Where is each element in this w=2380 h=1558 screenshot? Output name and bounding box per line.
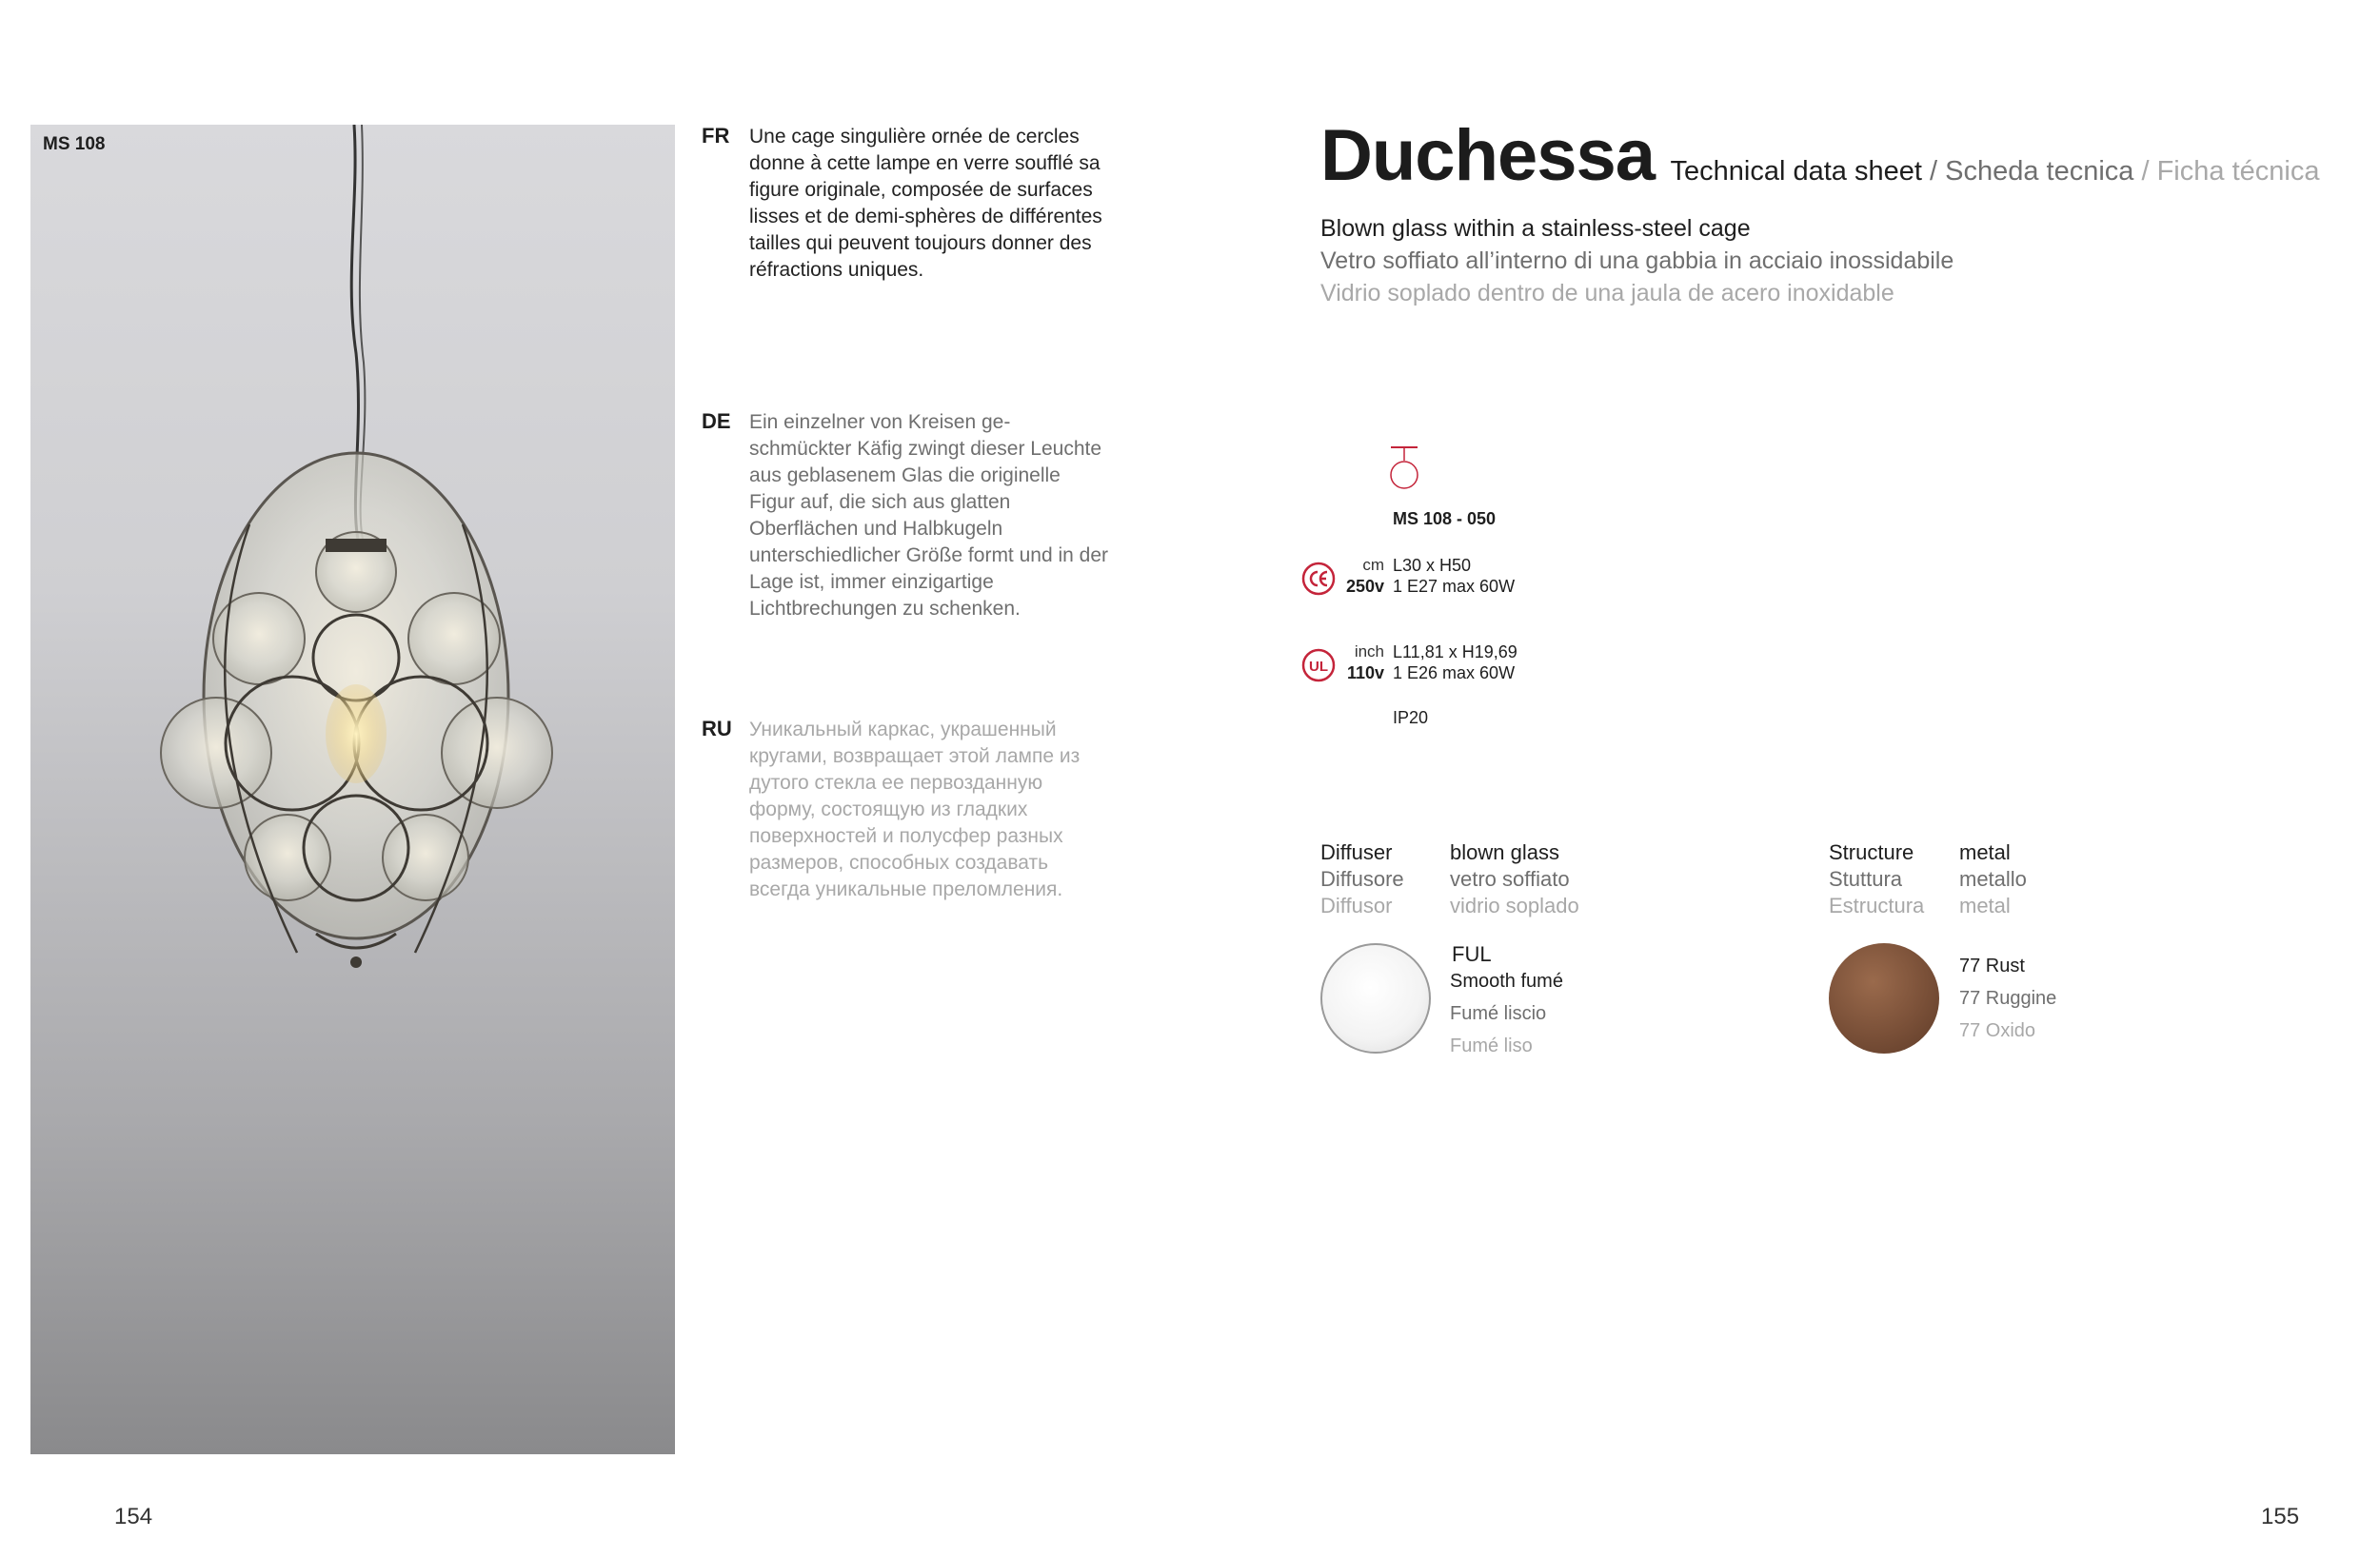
diffuser-finish-en: Smooth fumé: [1450, 971, 1563, 992]
diffuser-finish-it: Fumé liscio: [1450, 1003, 1547, 1024]
diffuser-label-es: Diffusor: [1320, 894, 1393, 917]
ce-lamp: 1 E27 max 60W: [1393, 577, 1516, 596]
description-en: Blown glass within a stainless-steel cage: [1320, 215, 1751, 242]
diffuser-value-en: blown glass: [1450, 840, 1559, 864]
description-de: [702, 409, 1109, 638]
structure-finish-es: 77 Oxido: [1959, 1020, 2036, 1041]
lang-code-fr: FR: [702, 124, 730, 148]
description-fr: [702, 124, 1101, 314]
structure-finish-en: 77 Rust: [1959, 956, 2025, 976]
ip-rating: IP20: [1393, 708, 1429, 727]
sheet-sep-2: /: [2133, 156, 2157, 187]
sheet-title-it: Scheda tecnica: [1945, 156, 2134, 187]
ce-dimensions: L30 x H50: [1393, 556, 1472, 575]
ul-unit: inch: [1354, 642, 1384, 661]
diffuser-value-it: vetro soffiato: [1450, 867, 1570, 891]
model-code: MS 108 - 050: [1393, 509, 1497, 528]
structure-finish-it: 77 Ruggine: [1959, 988, 2057, 1009]
structure-value-en: metal: [1959, 840, 2011, 864]
structure-value-es: metal: [1959, 894, 2011, 917]
lang-code-de: DE: [702, 409, 731, 433]
ce-unit: cm: [1362, 556, 1384, 574]
ul-dimensions: L11,81 x H19,69: [1393, 642, 1517, 661]
lang-text-de: Ein einzelner von Kreisen ge-schmückter Käfig zwingt dieser Leuchte aus geblasenem Glas die originelle Figur auf, die sich aus glatten Oberflächen und Halbkugeln unterschiedlicher Größe formt und in der Lage ist, immer einzigartige Lichtbrechungen zu schenken.: [749, 411, 1109, 620]
lang-text-fr: Une cage singulière ornée de cercles donne à cette lampe en verre soufflé sa figure originale, composée de surfaces lisses et de demi-sphères de différentes tailles qui peuvent toujours donner des réfractions uniques.: [749, 126, 1102, 281]
page-number-right: 155: [2261, 1504, 2300, 1529]
product-photo: [30, 125, 675, 1454]
diffuser-finish-es: Fumé liso: [1450, 1035, 1533, 1056]
diffuser-value-es: vidrio soplado: [1450, 894, 1579, 917]
diffuser-finish-code: FUL: [1452, 942, 1492, 966]
page-title: [1320, 114, 2319, 197]
diffuser-label-en: Diffuser: [1320, 840, 1393, 864]
description-es: Vidrio soplado dentro de una jaula de acero inoxidable: [1320, 280, 1894, 306]
pendant-lamp-illustration: [30, 125, 675, 1454]
svg-text:UL: UL: [1309, 659, 1328, 675]
sheet-sep-1: /: [1921, 156, 1946, 187]
sheet-title-en: Technical data sheet: [1670, 156, 1922, 187]
diffuser-label-it: Diffusore: [1320, 867, 1404, 891]
structure-label-en: Structure: [1829, 840, 1914, 864]
structure-label-es: Estructura: [1829, 894, 1925, 917]
pendant-symbol-icon: [1388, 440, 1420, 493]
photo-code-label: MS 108: [43, 134, 106, 154]
sheet-title-es: Ficha técnica: [2156, 156, 2320, 187]
ul-lamp: 1 E26 max 60W: [1393, 663, 1516, 682]
diffuser-finish-swatch: [1320, 943, 1431, 1054]
product-name: Duchessa: [1320, 115, 1656, 196]
ce-voltage: 250v: [1345, 577, 1384, 596]
page-number-left: 154: [114, 1504, 153, 1529]
description-ru: [702, 717, 1101, 926]
structure-finish-swatch: [1829, 943, 1939, 1054]
ul-voltage: 110v: [1346, 663, 1384, 682]
structure-label-it: Stuttura: [1829, 867, 1903, 891]
lang-text-ru: Уникальный каркас, украшенный кругами, возвращает этой лампе из дутого стекла ее первозданную форму, состоящую из гладких поверхностей и полусфер разных размеров, способных создавать всегда уникальные преломления.: [749, 719, 1081, 900]
structure-value-it: metallo: [1959, 867, 2027, 891]
lang-code-ru: RU: [702, 717, 732, 740]
description-it: Vetro soffiato all’interno di una gabbia in acciaio inossidabile: [1320, 247, 1954, 274]
